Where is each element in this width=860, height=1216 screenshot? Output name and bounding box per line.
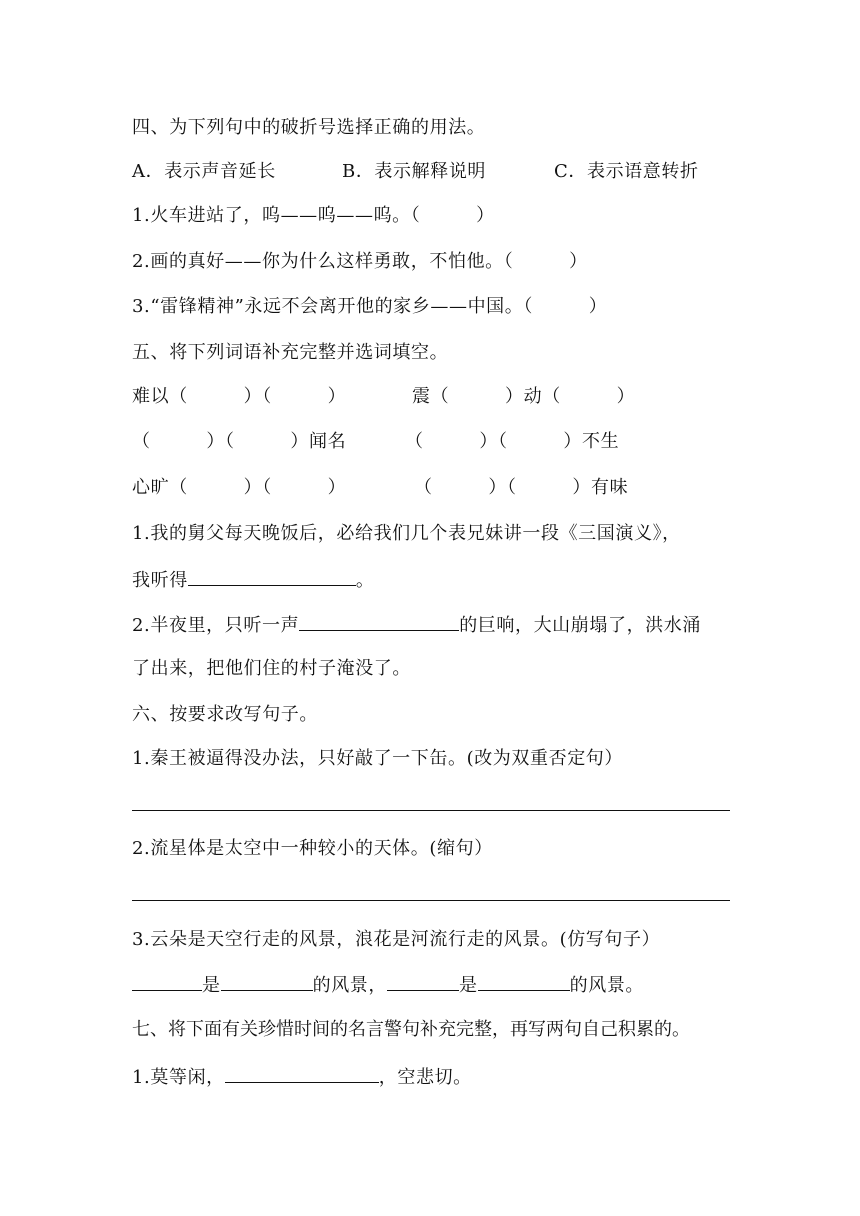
answer-blank[interactable] xyxy=(132,972,202,991)
s6-question-3-fill xyxy=(132,972,644,998)
idiom-5: 心旷（ ）（ ） xyxy=(132,477,347,498)
idiom-2: 震（ ）动（ ） xyxy=(412,386,636,407)
s5-q1-prefix: 我听得 xyxy=(132,570,188,591)
idiom-1: 难以（ ）（ ） xyxy=(132,386,347,407)
s5-question-2-line2: 了出来，把他们住的村子淹没了。 xyxy=(132,658,411,679)
s5-question-1-line1: 1.我的舅父每天晚饭后，必给我们几个表兄妹讲一段《三国演义》， xyxy=(132,523,681,544)
option-a: A．表示声音延长 xyxy=(132,161,276,182)
answer-blank[interactable] xyxy=(225,1064,379,1083)
idiom-3: （ ）（ ）闻名 xyxy=(132,431,347,452)
answer-line[interactable] xyxy=(132,810,730,811)
section-4-heading: 四、为下列句中的破折号选择正确的用法。 xyxy=(132,117,486,138)
s5-q1-suffix: 。 xyxy=(355,570,375,591)
s4-question-2: 2.画的真好——你为什么这样勇敢，不怕他。（ ） xyxy=(132,251,588,272)
s4-question-1: 1.火车进站了，呜——呜——呜。（ ） xyxy=(132,205,495,226)
s6-q3-text: 的风景， xyxy=(312,975,388,996)
s6-q3-text: 是 xyxy=(459,975,478,996)
idiom-6: （ ）（ ）有味 xyxy=(414,477,629,498)
answer-blank[interactable] xyxy=(188,567,356,586)
answer-blank[interactable] xyxy=(387,972,459,991)
idiom-4: （ ）（ ）不生 xyxy=(405,431,620,452)
s6-question-3: 3.云朵是天空行走的风景，浪花是河流行走的风景。(仿写句子） xyxy=(132,929,661,950)
s6-question-2: 2.流星体是太空中一种较小的天体。(缩句） xyxy=(132,838,493,859)
s7-question-1 xyxy=(132,1064,472,1090)
s4-question-3: 3.“雷锋精神”永远不会离开他的家乡——中国。（ ） xyxy=(132,296,608,317)
answer-blank[interactable] xyxy=(478,972,570,991)
s6-question-1: 1.秦王被逼得没办法，只好敲了一下缶。(改为双重否定句） xyxy=(132,748,623,769)
s7-q1-prefix: 1.莫等闲， xyxy=(132,1067,225,1088)
s5-q2-suffix: 的巨响，大山崩塌了，洪水涌 xyxy=(459,615,701,636)
answer-line[interactable] xyxy=(132,900,730,901)
s5-question-1-line2 xyxy=(132,567,374,593)
answer-blank[interactable] xyxy=(221,972,313,991)
s6-q3-text: 是 xyxy=(202,975,221,996)
section-6-heading: 六、按要求改写句子。 xyxy=(132,704,318,725)
s7-q1-suffix: ，空悲切。 xyxy=(378,1067,472,1088)
s5-question-2-line1 xyxy=(132,612,701,638)
section-5-heading: 五、将下列词语补充完整并选词填空。 xyxy=(132,342,449,363)
section-7-heading: 七、将下面有关珍惜时间的名言警句补充完整，再写两句自己积累的。 xyxy=(132,1019,690,1040)
option-c: C．表示语意转折 xyxy=(554,161,699,182)
s6-q3-text: 的风景。 xyxy=(569,975,645,996)
answer-blank[interactable] xyxy=(299,612,459,631)
s5-q2-prefix: 2.半夜里，只听一声 xyxy=(132,615,300,636)
option-b: B．表示解释说明 xyxy=(342,161,487,182)
